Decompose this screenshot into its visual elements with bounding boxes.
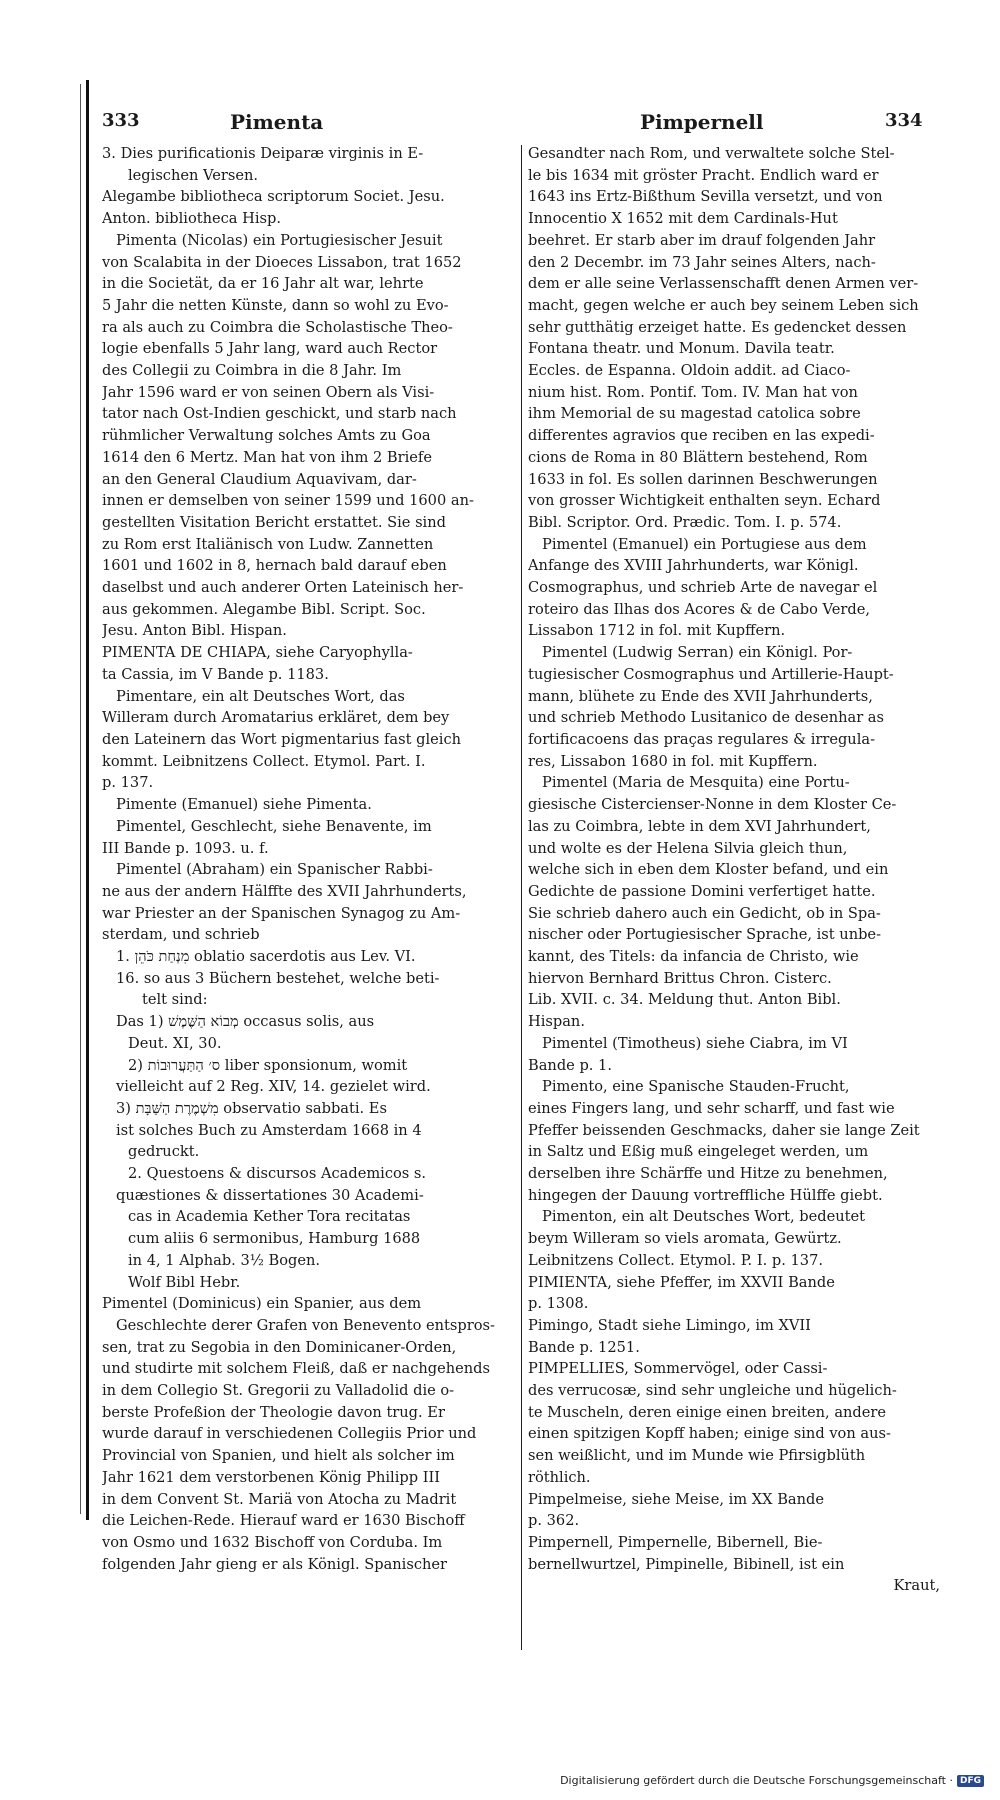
text-line: Bande p. 1251. — [528, 1338, 640, 1356]
text-line: Pimentel (Dominicus) ein Spanier, aus dem — [102, 1295, 422, 1313]
text-line: Bande p. 1. — [528, 1056, 612, 1074]
text-line: Pimentel (Maria de Mesquita) eine Portu- — [542, 774, 850, 792]
text-line: und schrieb Methodo Lusitanico de desenhar as — [528, 709, 885, 727]
text-line: von grosser Wichtigkeit enthalten seyn. Echard — [528, 492, 881, 510]
text-line: Pimentel (Abraham) ein Spanischer Rabbi- — [116, 861, 433, 879]
text-line: des Collegii zu Coimbra in die 8 Jahr. Im — [102, 362, 402, 380]
text-line: III Bande p. 1093. u. f. — [102, 839, 269, 857]
text-line: cions de Roma in 80 Blättern bestehend, Rom — [528, 448, 868, 466]
text-line: Anton. bibliotheca Hisp. — [102, 210, 282, 228]
text-line: Leibnitzens Collect. Etymol. P. I. p. 137. — [528, 1251, 823, 1269]
text-line: 1633 in fol. Es sollen darinnen Beschwerungen — [528, 470, 878, 488]
text-line: ra als auch zu Coimbra die Scholastische Theo- — [102, 318, 453, 336]
text-line: beehret. Er starb aber im drauf folgenden Jahr — [528, 231, 876, 249]
footer-credit-text: Digitalisierung gefördert durch die Deutsche Forschungsgemeinschaft · — [560, 1774, 953, 1787]
text-line: logie ebenfalls 5 Jahr lang, ward auch Rector — [102, 340, 438, 358]
text-line: zu Rom erst Italiänisch von Ludw. Zannetten — [102, 535, 434, 553]
text-line: von Osmo und 1632 Bischoff von Corduba. Im — [102, 1534, 443, 1551]
text-line: in die Societät, da er 16 Jahr alt war, lehrte — [102, 275, 424, 293]
text-line: Deut. XI, 30. — [128, 1034, 222, 1052]
text-line: Pimpernell, Pimpernelle, Bibernell, Bie- — [528, 1534, 823, 1551]
text-line: den 2 Decembr. im 73 Jahr seines Alters, nach- — [528, 253, 876, 271]
text-line: Bibl. Scriptor. Ord. Prædic. Tom. I. p. 574. — [528, 513, 842, 531]
text-line: macht, gegen welche er auch bey seinem Leben sich — [528, 296, 919, 314]
text-line: Willeram durch Aromatarius erkläret, dem bey — [102, 709, 450, 727]
text-line: derselben ihre Schärffe und Hitze zu benehmen, — [528, 1165, 888, 1183]
text-line: und studirte mit solchem Fleiß, daß er nachgehends — [102, 1360, 491, 1378]
text-line: sehr gutthätig erzeiget hatte. Es gedencket dessen — [528, 318, 907, 336]
text-line: cum aliis 6 sermonibus, Hamburg 1688 — [128, 1230, 421, 1248]
text-line: 1643 ins Ertz-Bißthum Sevilla versetzt, und von — [528, 188, 883, 206]
text-line: Jahr 1621 dem verstorbenen König Philipp III — [102, 1468, 441, 1486]
text-line: legischen Versen. — [128, 166, 259, 184]
text-line: 1601 und 1602 in 8, hernach bald darauf eben — [102, 557, 447, 575]
text-line: eines Fingers lang, und sehr scharff, und fast wie — [528, 1099, 895, 1117]
text-line: Pimpelmeise, siehe Meise, im XX Bande — [528, 1490, 825, 1508]
text-line: Pimento, eine Spanische Stauden-Frucht, — [542, 1078, 850, 1096]
text-line: Pimenta (Nicolas) ein Portugiesischer Jesuit — [116, 231, 443, 249]
left-text-column — [102, 143, 520, 1575]
text-line: Sie schrieb dahero auch ein Gedicht, ob in Spa- — [528, 904, 881, 922]
text-line: p. 362. — [528, 1512, 580, 1530]
text-line: p. 137. — [102, 774, 154, 792]
text-line: Jesu. Anton Bibl. Hispan. — [102, 622, 287, 640]
text-line: ta Cassia, im V Bande p. 1183. — [102, 665, 329, 683]
text-line: tugiesischer Cosmographus und Artillerie-Haupt- — [528, 665, 894, 683]
text-line: 3. Dies purificationis Deiparæ virginis in E- — [102, 145, 424, 162]
text-line: folgenden Jahr gieng er als Königl. Spanischer — [102, 1555, 448, 1573]
text-line: kommt. Leibnitzens Collect. Etymol. Part. I. — [102, 752, 426, 770]
text-line: wurde darauf in verschiedenen Collegiis Prior und — [102, 1425, 477, 1443]
text-line: fortificacoens das praças regulares & irregula- — [528, 730, 876, 748]
text-line: nium hist. Rom. Pontif. Tom. IV. Man hat von — [528, 383, 858, 401]
text-line: tator nach Ost-Indien geschickt, und starb nach — [102, 405, 457, 423]
text-line: roteiro das Ilhas dos Acores & de Cabo Verde, — [528, 600, 870, 618]
text-line: welche sich in eben dem Kloster befand, und ein — [528, 861, 889, 879]
text-line: beym Willeram so viels aromata, Gewürtz. — [528, 1230, 842, 1248]
text-line: Hispan. — [528, 1013, 585, 1031]
text-line: PIMENTA DE CHIAPA, siehe Caryophylla- — [102, 644, 413, 662]
text-line: Geschlechte derer Grafen von Benevento entspros- — [116, 1316, 495, 1334]
running-head-left: Pimenta — [230, 110, 324, 134]
text-line: Alegambe bibliotheca scriptorum Societ. Jesu. — [102, 188, 445, 206]
text-line: in dem Collegio St. Gregorii zu Valladolid die o- — [102, 1382, 455, 1400]
text-line: 2) ס׳ הַתַּעֲרוּבוֹת liber sponsionum, womit — [128, 1056, 408, 1074]
text-line: die Leichen-Rede. Hierauf ward er 1630 Bischoff — [102, 1512, 465, 1530]
text-line: ne aus der andern Hälffte des XVII Jahrhunderts, — [102, 882, 467, 900]
text-line: bernellwurtzel, Pimpinelle, Bibinell, ist ein — [528, 1555, 845, 1573]
text-line: Pimentel (Ludwig Serran) ein Königl. Por- — [542, 644, 853, 662]
text-line: las zu Coimbra, lebte in dem XVI Jahrhundert, — [528, 817, 871, 835]
text-line: einen spitzigen Kopff haben; einige sind von aus- — [528, 1425, 891, 1443]
text-line: Fontana theatr. und Monum. Davila teatr. — [528, 340, 835, 358]
text-line: nischer oder Portugiesischer Sprache, ist unbe- — [528, 926, 882, 944]
text-line: daselbst und auch anderer Orten Lateinisch her- — [102, 579, 464, 597]
text-line: Gesandter nach Rom, und verwaltete solche Stel- — [528, 145, 895, 162]
text-line: und wolte es der Helena Silvia gleich thun, — [528, 839, 848, 857]
right-text-column — [528, 143, 940, 1597]
text-line: Pimentel (Timotheus) siehe Ciabra, im VI — [542, 1034, 848, 1052]
text-line: 16. so aus 3 Büchern bestehet, welche beti- — [116, 969, 440, 987]
page-number-right: 334 — [885, 110, 923, 131]
page-edge-line-secondary — [80, 84, 81, 1514]
text-line: Cosmographus, und schrieb Arte de navegar el — [528, 579, 878, 597]
text-line: kannt, des Titels: da infancia de Christo, wie — [528, 948, 859, 966]
text-line: 1. מִנְחַת כֹּהֵן oblatio sacerdotis aus Lev. VI. — [116, 948, 416, 966]
text-line: Kraut, — [893, 1577, 940, 1595]
text-line: Provincial von Spanien, und hielt als solcher im — [102, 1447, 455, 1465]
page-edge-line — [86, 80, 89, 1520]
text-line: 2. Questoens & discursos Academicos s. — [128, 1165, 427, 1183]
text-line: le bis 1634 mit gröster Pracht. Endlich ward er — [528, 166, 879, 184]
text-line: mann, blühete zu Ende des XVII Jahrhunderts, — [528, 687, 873, 705]
text-line: ihm Memorial de su magestad catolica sobre — [528, 405, 861, 423]
text-line: innen er demselben von seiner 1599 und 1600 an- — [102, 492, 474, 510]
text-line: te Muscheln, deren einige einen breiten, andere — [528, 1403, 887, 1421]
text-line: berste Profeßion der Theologie davon trug. Er — [102, 1403, 445, 1421]
text-line: Pimentel (Emanuel) ein Portugiese aus dem — [542, 535, 867, 553]
text-line: 1614 den 6 Mertz. Man hat von ihm 2 Briefe — [102, 448, 432, 466]
text-line: Pimenton, ein alt Deutsches Wort, bedeutet — [542, 1208, 865, 1226]
text-line: röthlich. — [528, 1468, 591, 1486]
text-line: 3) מִשְׁמֶרֶת הַשַּׁבָּת observatio sabbati. Es — [116, 1099, 387, 1117]
text-line: Anfange des XVIII Jahrhunderts, war Königl. — [528, 557, 859, 575]
text-line: Pfeffer beissenden Geschmacks, daher sie lange Zeit — [528, 1121, 920, 1139]
text-line: Pimentare, ein alt Deutsches Wort, das — [116, 687, 405, 705]
text-line: den Lateinern das Wort pigmentarius fast gleich — [102, 730, 462, 748]
text-line: in dem Convent St. Mariä von Atocha zu Madrit — [102, 1490, 457, 1508]
dfg-logo: DFG — [957, 1775, 984, 1787]
text-line: sen weißlicht, und im Munde wie Pfirsigblüth — [528, 1447, 866, 1465]
text-line: rühmlicher Verwaltung solches Amts zu Goa — [102, 427, 431, 445]
text-line: giesische Cistercienser-Nonne in dem Kloster Ce- — [528, 796, 897, 814]
text-line: gestellten Visitation Bericht erstattet. Sie sind — [102, 513, 446, 531]
text-line: Innocentio X 1652 mit dem Cardinals-Hut — [528, 210, 838, 228]
digitization-footer — [560, 1774, 984, 1787]
text-line: res, Lissabon 1680 in fol. mit Kupffern. — [528, 752, 818, 770]
text-line: Pimente (Emanuel) siehe Pimenta. — [116, 796, 372, 814]
text-line: war Priester an der Spanischen Synagog zu Am- — [102, 904, 461, 922]
text-line: telt sind: — [142, 991, 208, 1009]
text-line: des verrucosæ, sind sehr ungleiche und hügelich- — [528, 1382, 897, 1400]
text-line: sterdam, und schrieb — [102, 926, 260, 944]
text-line: Gedichte de passione Domini verfertiget hatte. — [528, 882, 876, 900]
text-line: hingegen der Dauung vortreffliche Hülffe giebt. — [528, 1186, 883, 1204]
text-line: PIMPELLIES, Sommervögel, oder Cassi- — [528, 1360, 828, 1378]
page-number-left: 333 — [102, 110, 140, 131]
running-head-right: Pimpernell — [640, 110, 764, 134]
text-line: ist solches Buch zu Amsterdam 1668 in 4 — [116, 1121, 422, 1139]
text-line: quæstiones & dissertationes 30 Academi- — [116, 1186, 424, 1204]
text-line: PIMIENTA, siehe Pfeffer, im XXVII Bande — [528, 1273, 835, 1291]
text-line: in 4, 1 Alphab. 3½ Bogen. — [128, 1251, 321, 1269]
text-line: Eccles. de Espanna. Oldoin addit. ad Ciaco- — [528, 362, 851, 380]
text-line: Pimentel, Geschlecht, siehe Benavente, im — [116, 817, 432, 835]
text-line: hiervon Bernhard Brittus Chron. Cisterc. — [528, 969, 832, 987]
text-line: sen, trat zu Segobia in den Dominicaner-Orden, — [102, 1338, 457, 1356]
text-line: aus gekommen. Alegambe Bibl. Script. Soc. — [102, 600, 426, 618]
text-line: vielleicht auf 2 Reg. XIV, 14. gezielet wird. — [116, 1078, 431, 1096]
text-line: Jahr 1596 ward er von seinen Obern als Visi- — [102, 383, 435, 401]
text-line: Wolf Bibl Hebr. — [128, 1273, 241, 1291]
text-line: in Saltz und Eßig muß eingeleget werden, um — [528, 1143, 869, 1161]
text-line: 5 Jahr die netten Künste, dann so wohl zu Evo- — [102, 296, 449, 314]
text-line: dem er alle seine Verlassenschafft denen Armen ver- — [528, 275, 919, 293]
text-line: cas in Academia Kether Tora recitatas — [128, 1208, 411, 1226]
text-line: Das 1) מְבוֹא הַשֶּׁמֶשׁ occasus solis, aus — [116, 1013, 375, 1031]
text-line: an den General Claudium Aquavivam, dar- — [102, 470, 417, 488]
column-divider — [521, 145, 522, 1650]
text-line: von Scalabita in der Dioeces Lissabon, trat 1652 — [102, 253, 462, 271]
text-line: Pimingo, Stadt siehe Limingo, im XVII — [528, 1316, 811, 1334]
text-line: p. 1308. — [528, 1295, 589, 1313]
text-line: gedruckt. — [128, 1143, 200, 1161]
text-line: Lissabon 1712 in fol. mit Kupffern. — [528, 622, 786, 640]
text-line: differentes agravios que reciben en las expedi- — [528, 427, 875, 445]
text-line: Lib. XVII. c. 34. Meldung thut. Anton Bibl. — [528, 991, 841, 1009]
